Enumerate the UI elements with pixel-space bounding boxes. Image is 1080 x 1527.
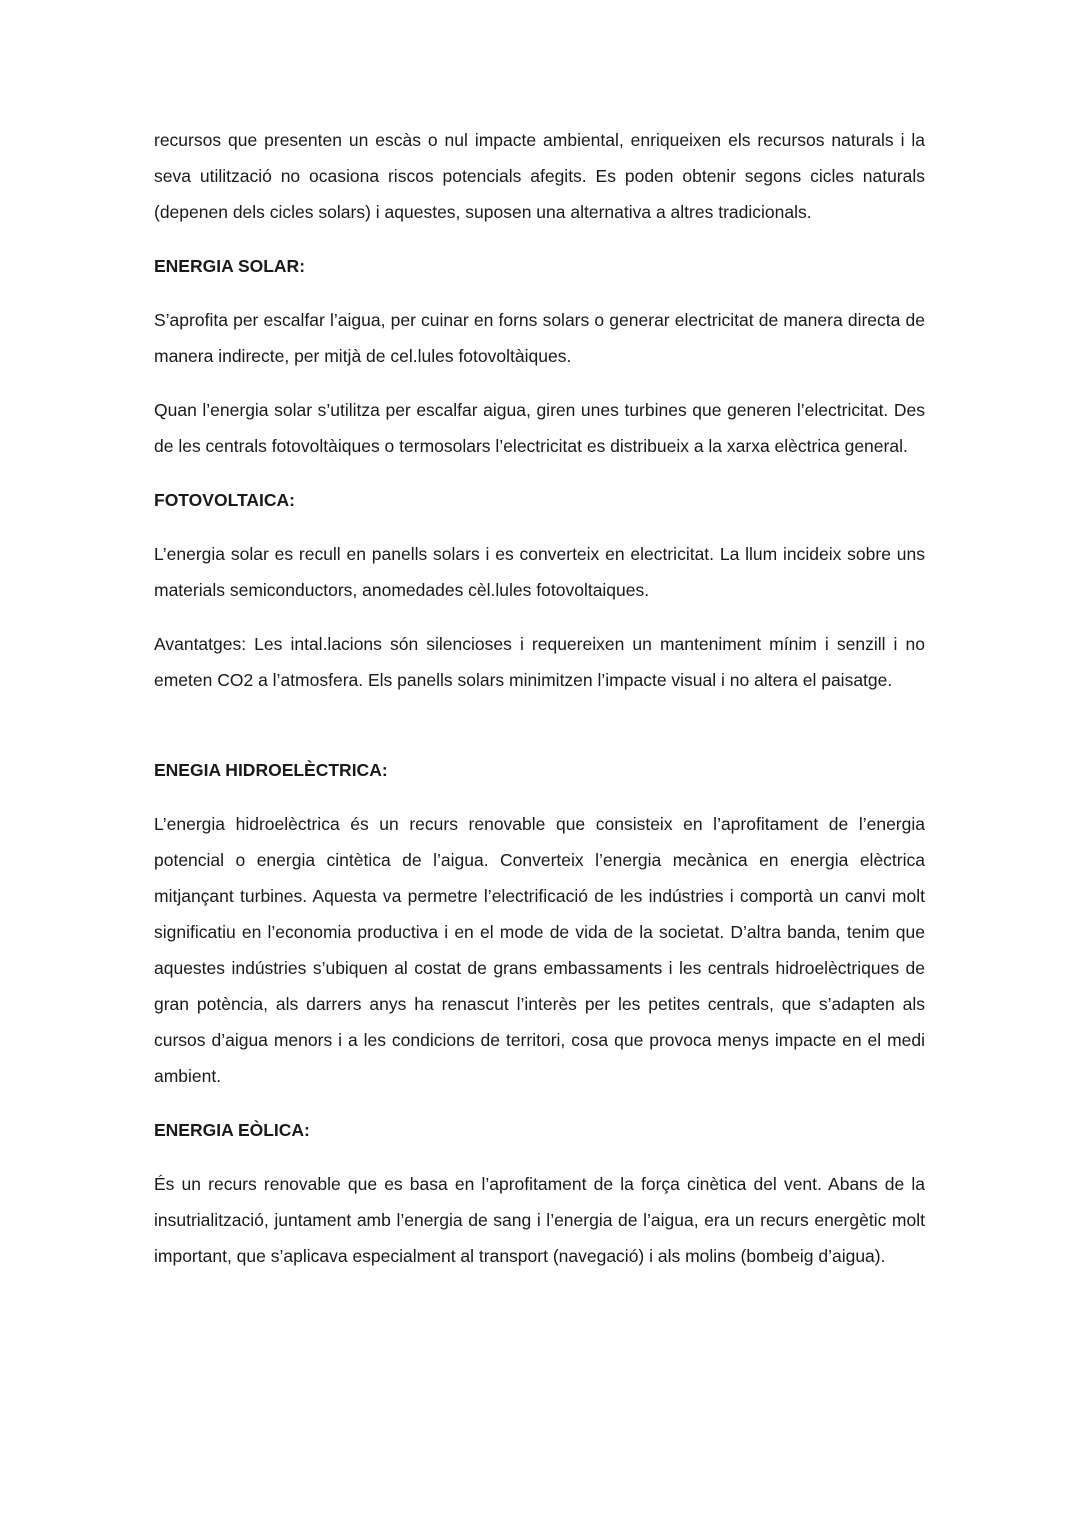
fotovoltaica-heading: FOTOVOLTAICA: <box>154 490 295 510</box>
solar-paragraph-2: Quan l’energia solar s’utilitza per escalfar aigua, giren unes turbines que generen l’electricitat. Des de les centrals fotovoltàiques o termosolars l’electricitat es distribueix a la xarxa elèctrica general. <box>154 400 925 456</box>
solar-heading: ENERGIA SOLAR: <box>154 256 306 276</box>
fotovoltaica-paragraph-2: Avantatges: Les intal.lacions són silencioses i requereixen un manteniment mínim i senzill i no emeten CO2 a l’atmosfera. Els panells solars minimitzen l’impacte visual i no altera el paisatge. <box>154 634 925 690</box>
eolica-heading: ENERGIA EÒLICA: <box>154 1120 310 1140</box>
hidro-heading: ENEGIA HIDROELÈCTRICA: <box>154 760 388 780</box>
solar-paragraph-1: S’aprofita per escalfar l’aigua, per cuinar en forns solars o generar electricitat de manera directa de manera indirecte, per mitjà de cel.lules fotovoltàiques. <box>154 310 925 366</box>
fotovoltaica-paragraph-1: L’energia solar es recull en panells solars i es converteix en electricitat. La llum incideix sobre uns materials semiconductors, anomedades cèl.lules fotovoltaiques. <box>154 544 925 600</box>
intro-paragraph: recursos que presenten un escàs o nul impacte ambiental, enriqueixen els recursos naturals i la seva utilització no ocasiona riscos potencials afegits. Es poden obtenir segons cicles naturals (depenen dels cicles solars) i aquestes, suposen una alternativa a altres tradicionals. <box>154 130 925 222</box>
eolica-paragraph-1: És un recurs renovable que es basa en l’aprofitament de la força cinètica del vent. Abans de la insutrialització, juntament amb l’energia de sang i l’energia de l’aigua, era un recurs energètic molt important, que s’aplicava especialment al transport (navegació) i als molins (bombeig d’aigua). <box>154 1174 925 1266</box>
document-page <box>154 122 925 1274</box>
hidro-paragraph-1: L’energia hidroelèctrica és un recurs renovable que consisteix en l’aprofitament de l’energia potencial o energia cintètica de l’aigua. Converteix l’energia mecànica en energia elèctrica mitjançant turbines. Aquesta va permetre l’electrificació de les indústries i comportà un canvi molt significatiu en l’economia productiva i en el mode de vida de la societat. D’altra banda, tenim que aquestes indústries s’ubiquen al costat de grans embassaments i les centrals hidroelèctriques de gran potència, als darrers anys ha renascut l’interès per les petites centrals, que s’adapten als cursos d’aigua menors i a les condicions de territori, cosa que provoca menys impacte en el medi ambient. <box>154 814 925 1086</box>
